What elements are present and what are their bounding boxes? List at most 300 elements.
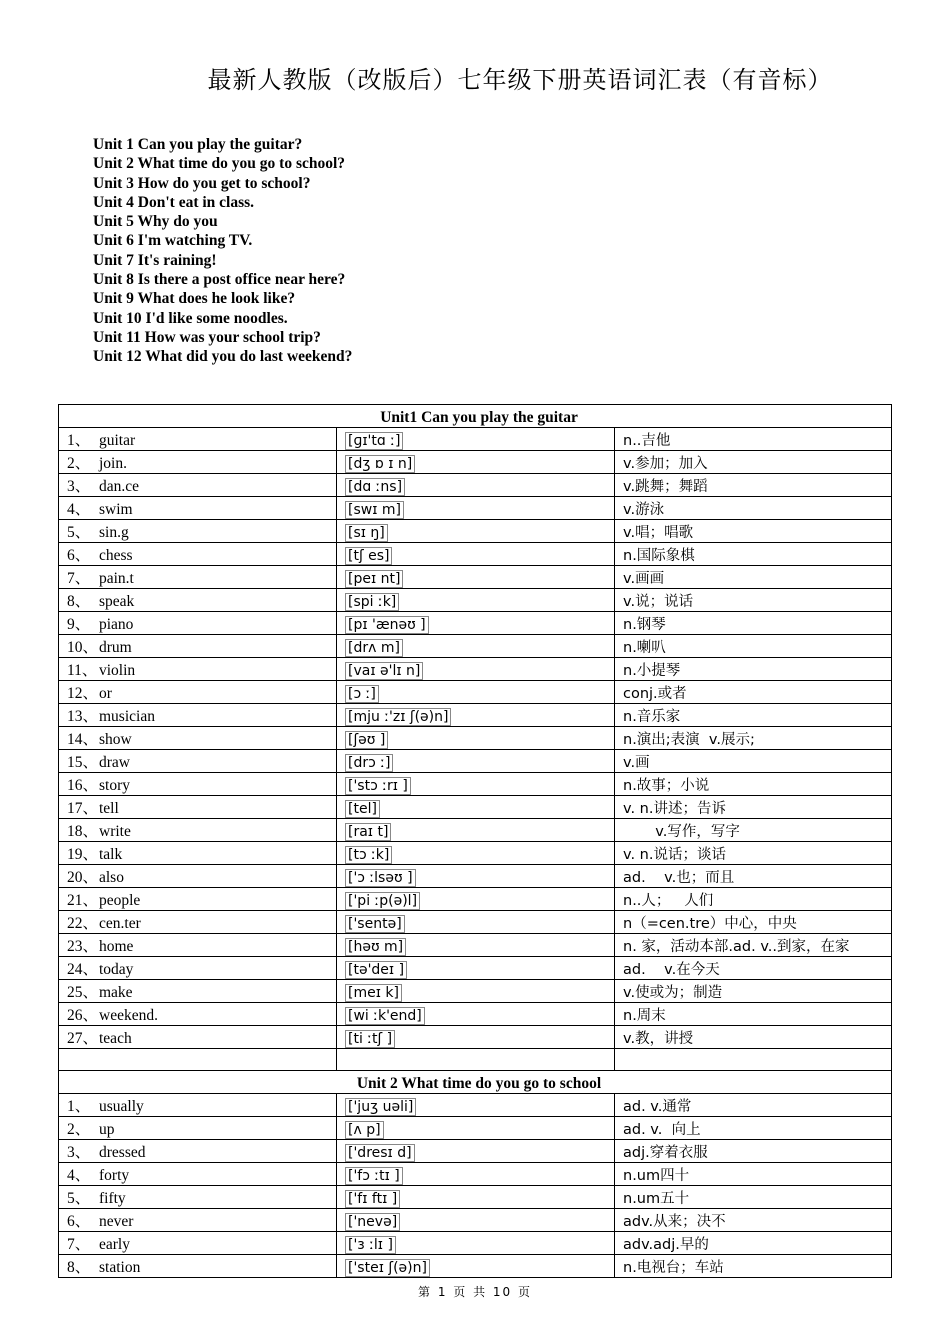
phonetic-text: ['juʒ uəli] bbox=[345, 1098, 416, 1116]
phonetic-text: [tɔ ːk] bbox=[345, 846, 392, 864]
phonetic-text: [ʌ p] bbox=[345, 1121, 384, 1139]
word-text: up bbox=[99, 1120, 115, 1138]
word-cell bbox=[59, 910, 337, 933]
meaning-text: n..吉他 bbox=[623, 432, 671, 449]
word-cell bbox=[59, 473, 337, 496]
meaning-cell bbox=[615, 1254, 892, 1277]
phonetic-text: ['pi ːp(ə)l] bbox=[345, 892, 420, 910]
word-number: 7、 bbox=[67, 1235, 91, 1253]
table-row bbox=[59, 726, 892, 749]
page-footer: 第 1 页 共 10 页 bbox=[418, 1285, 532, 1299]
word-number: 5、 bbox=[67, 1189, 91, 1207]
table-row bbox=[59, 910, 892, 933]
word-cell bbox=[59, 703, 337, 726]
meaning-text: v.使或为；制造 bbox=[623, 984, 723, 1001]
table-row bbox=[59, 1231, 892, 1254]
meaning-cell bbox=[615, 726, 892, 749]
phonetic-text: ['nevə] bbox=[345, 1213, 400, 1231]
word-text: home bbox=[99, 937, 134, 955]
word-number: 13、 bbox=[67, 707, 99, 725]
word-cell bbox=[59, 841, 337, 864]
word-number: 4、 bbox=[67, 1166, 91, 1184]
word-number: 19、 bbox=[67, 845, 99, 863]
word-cell bbox=[59, 519, 337, 542]
word-text: drum bbox=[99, 638, 132, 656]
meaning-cell bbox=[615, 864, 892, 887]
meaning-text: v.教，讲授 bbox=[623, 1030, 694, 1047]
table-row bbox=[59, 979, 892, 1002]
word-cell bbox=[59, 1116, 337, 1139]
word-number: 6、 bbox=[67, 546, 91, 564]
unit-list-item: Unit 11 How was your school trip? bbox=[93, 328, 321, 346]
word-text: pain.t bbox=[99, 569, 134, 587]
word-text: swim bbox=[99, 500, 133, 518]
meaning-text: v.画 bbox=[623, 754, 650, 771]
word-number: 21、 bbox=[67, 891, 99, 909]
table-row bbox=[59, 1002, 892, 1025]
word-cell bbox=[59, 818, 337, 841]
meaning-text: v.画画 bbox=[623, 570, 665, 587]
word-text: today bbox=[99, 960, 134, 978]
meaning-text: adj.穿着衣服 bbox=[623, 1144, 708, 1161]
unit-list-item: Unit 7 It's raining! bbox=[93, 251, 217, 269]
word-text: weekend. bbox=[99, 1006, 158, 1024]
word-number: 4、 bbox=[67, 500, 91, 518]
word-number: 9、 bbox=[67, 615, 91, 633]
word-cell bbox=[59, 611, 337, 634]
table-row bbox=[59, 542, 892, 565]
phonetic-text: ['fɔ ːtɪ ] bbox=[345, 1167, 403, 1185]
page-title: 最新人教版（改版后）七年级下册英语词汇表（有音标） bbox=[207, 66, 833, 94]
meaning-cell bbox=[615, 749, 892, 772]
phonetic-text: [ti ːtʃ ] bbox=[345, 1030, 395, 1048]
phonetic-cell bbox=[337, 657, 615, 680]
table-row bbox=[59, 496, 892, 519]
phonetic-cell bbox=[337, 565, 615, 588]
word-cell bbox=[59, 1139, 337, 1162]
table-row bbox=[59, 565, 892, 588]
section-heading: Unit1 Can you play the guitar bbox=[59, 405, 892, 428]
phonetic-cell bbox=[337, 772, 615, 795]
table-row bbox=[59, 1116, 892, 1139]
word-text: chess bbox=[99, 546, 133, 564]
table-row bbox=[59, 611, 892, 634]
empty-cell bbox=[615, 1048, 892, 1071]
phonetic-text: [tʃ es] bbox=[345, 547, 392, 565]
meaning-cell bbox=[615, 542, 892, 565]
word-text: guitar bbox=[99, 431, 136, 449]
meaning-text: adv.从来；决不 bbox=[623, 1213, 726, 1230]
word-cell bbox=[59, 1025, 337, 1048]
meaning-text: ad. v.也；而且 bbox=[623, 869, 735, 886]
phonetic-cell bbox=[337, 1093, 615, 1116]
word-cell bbox=[59, 1185, 337, 1208]
word-text: show bbox=[99, 730, 132, 748]
meaning-text: v.写作，写字 bbox=[623, 823, 740, 840]
table-row bbox=[59, 1093, 892, 1116]
meaning-text: n.故事；小说 bbox=[623, 777, 710, 794]
meaning-cell bbox=[615, 1231, 892, 1254]
table-row bbox=[59, 427, 892, 450]
word-number: 8、 bbox=[67, 592, 91, 610]
phonetic-cell bbox=[337, 1025, 615, 1048]
table-row bbox=[59, 519, 892, 542]
meaning-cell bbox=[615, 703, 892, 726]
phonetic-text: [meɪ k] bbox=[345, 984, 402, 1002]
phonetic-text: ['ɜ ːlɪ ] bbox=[345, 1236, 396, 1254]
table-row bbox=[59, 864, 892, 887]
table-row bbox=[59, 1025, 892, 1048]
meaning-text: n..人； 人们 bbox=[623, 892, 714, 909]
meaning-text: v.参加；加入 bbox=[623, 455, 708, 472]
phonetic-text: [swɪ m] bbox=[345, 501, 404, 519]
meaning-cell bbox=[615, 772, 892, 795]
phonetic-text: [spi ːk] bbox=[345, 593, 399, 611]
phonetic-cell bbox=[337, 1231, 615, 1254]
word-text: speak bbox=[99, 592, 135, 610]
word-cell bbox=[59, 634, 337, 657]
phonetic-text: [vaɪ ə'lɪ n] bbox=[345, 662, 423, 680]
unit-list-item: Unit 6 I'm watching TV. bbox=[93, 232, 253, 250]
word-text: dressed bbox=[99, 1143, 146, 1161]
word-cell bbox=[59, 933, 337, 956]
phonetic-text: ['ɔ ːlsəʊ ] bbox=[345, 869, 416, 887]
empty-cell bbox=[337, 1048, 615, 1071]
phonetic-text: ['stɔ ːrɪ ] bbox=[345, 777, 411, 795]
word-cell bbox=[59, 588, 337, 611]
meaning-text: n（=cen.tre）中心，中央 bbox=[623, 915, 797, 932]
meaning-text: n.国际象棋 bbox=[623, 547, 695, 564]
phonetic-text: [drɔ ː] bbox=[345, 754, 393, 772]
phonetic-text: [tə'deɪ ] bbox=[345, 961, 407, 979]
meaning-text: n.演出;表演 v.展示; bbox=[623, 731, 755, 748]
meaning-text: conj.或者 bbox=[623, 685, 687, 702]
phonetic-text: [dɑ ːns] bbox=[345, 478, 405, 496]
word-number: 20、 bbox=[67, 868, 99, 886]
phonetic-text: [tel] bbox=[345, 800, 380, 818]
word-number: 14、 bbox=[67, 730, 99, 748]
word-text: draw bbox=[99, 753, 130, 771]
phonetic-cell bbox=[337, 496, 615, 519]
meaning-text: v. n.说话；谈话 bbox=[623, 846, 726, 863]
phonetic-text: [ɡɪ'tɑ ː] bbox=[345, 432, 403, 450]
word-cell bbox=[59, 887, 337, 910]
meaning-text: ad. v. 向上 bbox=[623, 1121, 701, 1138]
meaning-cell bbox=[615, 910, 892, 933]
phonetic-cell bbox=[337, 634, 615, 657]
meaning-cell bbox=[615, 565, 892, 588]
unit-list-item: Unit 10 I'd like some noodles. bbox=[93, 309, 288, 327]
meaning-cell bbox=[615, 1025, 892, 1048]
word-cell bbox=[59, 450, 337, 473]
word-number: 8、 bbox=[67, 1258, 91, 1276]
phonetic-cell bbox=[337, 979, 615, 1002]
word-number: 10、 bbox=[67, 638, 99, 656]
meaning-text: v.游泳 bbox=[623, 501, 665, 518]
phonetic-cell bbox=[337, 588, 615, 611]
table-row bbox=[59, 450, 892, 473]
table-row bbox=[59, 933, 892, 956]
meaning-text: n.小提琴 bbox=[623, 662, 681, 679]
word-cell bbox=[59, 979, 337, 1002]
word-number: 2、 bbox=[67, 1120, 91, 1138]
phonetic-text: [raɪ t] bbox=[345, 823, 391, 841]
meaning-text: n.um五十 bbox=[623, 1190, 690, 1207]
meaning-cell bbox=[615, 979, 892, 1002]
phonetic-cell bbox=[337, 1116, 615, 1139]
phonetic-cell bbox=[337, 749, 615, 772]
meaning-text: n.喇叭 bbox=[623, 639, 666, 656]
word-cell bbox=[59, 542, 337, 565]
unit-list-item: Unit 5 Why do you bbox=[93, 213, 218, 231]
meaning-cell bbox=[615, 1139, 892, 1162]
meaning-cell bbox=[615, 519, 892, 542]
phonetic-cell bbox=[337, 818, 615, 841]
phonetic-cell bbox=[337, 542, 615, 565]
meaning-cell bbox=[615, 1162, 892, 1185]
phonetic-cell bbox=[337, 450, 615, 473]
word-cell bbox=[59, 772, 337, 795]
word-cell bbox=[59, 1208, 337, 1231]
table-row bbox=[59, 818, 892, 841]
table-row bbox=[59, 772, 892, 795]
phonetic-text: [ʃəʊ ] bbox=[345, 731, 388, 749]
word-number: 11、 bbox=[67, 661, 98, 679]
phonetic-text: [dʒ ɒ ɪ n] bbox=[345, 455, 415, 473]
meaning-cell bbox=[615, 1185, 892, 1208]
meaning-text: n.电视台；车站 bbox=[623, 1259, 724, 1276]
meaning-text: ad. v.通常 bbox=[623, 1098, 692, 1115]
phonetic-cell bbox=[337, 1254, 615, 1277]
section-header-row bbox=[59, 405, 892, 428]
word-text: piano bbox=[99, 615, 134, 633]
word-number: 12、 bbox=[67, 684, 99, 702]
word-cell bbox=[59, 427, 337, 450]
phonetic-cell bbox=[337, 956, 615, 979]
word-cell bbox=[59, 795, 337, 818]
word-text: dan.ce bbox=[99, 477, 140, 495]
phonetic-cell bbox=[337, 1139, 615, 1162]
word-text: sin.g bbox=[99, 523, 129, 541]
word-number: 3、 bbox=[67, 477, 91, 495]
meaning-cell bbox=[615, 657, 892, 680]
word-text: never bbox=[99, 1212, 134, 1230]
phonetic-cell bbox=[337, 726, 615, 749]
word-cell bbox=[59, 680, 337, 703]
word-number: 23、 bbox=[67, 937, 99, 955]
word-text: talk bbox=[99, 845, 123, 863]
vocabulary-table bbox=[58, 404, 892, 1278]
word-text: make bbox=[99, 983, 133, 1001]
word-text: usually bbox=[99, 1097, 144, 1115]
word-cell bbox=[59, 1002, 337, 1025]
word-text: early bbox=[99, 1235, 130, 1253]
phonetic-text: ['steɪ ʃ(ə)n] bbox=[345, 1259, 430, 1277]
unit-list-item: Unit 12 What did you do last weekend? bbox=[93, 348, 353, 366]
word-cell bbox=[59, 1162, 337, 1185]
word-text: cen.ter bbox=[99, 914, 141, 932]
word-number: 7、 bbox=[67, 569, 91, 587]
phonetic-cell bbox=[337, 933, 615, 956]
table-row bbox=[59, 1208, 892, 1231]
meaning-cell bbox=[615, 680, 892, 703]
meaning-text: n.um四十 bbox=[623, 1167, 690, 1184]
word-cell bbox=[59, 726, 337, 749]
phonetic-text: ['dresɪ d] bbox=[345, 1144, 415, 1162]
phonetic-text: [wi ːk'end] bbox=[345, 1007, 425, 1025]
unit-list-item: Unit 1 Can you play the guitar? bbox=[93, 136, 303, 153]
word-text: teach bbox=[99, 1029, 132, 1047]
meaning-cell bbox=[615, 1093, 892, 1116]
meaning-cell bbox=[615, 933, 892, 956]
meaning-text: n. 家，活动本部.ad. v..到家，在家 bbox=[623, 938, 850, 955]
word-number: 16、 bbox=[67, 776, 99, 794]
table-row bbox=[59, 634, 892, 657]
phonetic-cell bbox=[337, 795, 615, 818]
meaning-text: n.音乐家 bbox=[623, 708, 681, 725]
word-cell bbox=[59, 749, 337, 772]
table-row bbox=[59, 1254, 892, 1277]
word-text: violin bbox=[99, 661, 136, 679]
meaning-text: v.唱；唱歌 bbox=[623, 524, 694, 541]
table-row bbox=[59, 956, 892, 979]
meaning-cell bbox=[615, 427, 892, 450]
meaning-text: ad. v.在今天 bbox=[623, 961, 720, 978]
word-cell bbox=[59, 1254, 337, 1277]
word-text: forty bbox=[99, 1166, 130, 1184]
word-cell bbox=[59, 496, 337, 519]
unit-list-item: Unit 3 How do you get to school? bbox=[93, 174, 311, 192]
word-text: musician bbox=[99, 707, 155, 725]
word-text: story bbox=[99, 776, 130, 794]
phonetic-cell bbox=[337, 680, 615, 703]
table-row bbox=[59, 1185, 892, 1208]
meaning-cell bbox=[615, 634, 892, 657]
word-cell bbox=[59, 657, 337, 680]
word-cell bbox=[59, 864, 337, 887]
phonetic-cell bbox=[337, 1002, 615, 1025]
table-row bbox=[59, 1162, 892, 1185]
table-row bbox=[59, 749, 892, 772]
word-number: 1、 bbox=[67, 1097, 91, 1115]
table-row bbox=[59, 795, 892, 818]
meaning-cell bbox=[615, 841, 892, 864]
word-text: write bbox=[99, 822, 131, 840]
phonetic-text: [həʊ m] bbox=[345, 938, 406, 956]
meaning-cell bbox=[615, 1208, 892, 1231]
phonetic-cell bbox=[337, 841, 615, 864]
section-heading: Unit 2 What time do you go to school bbox=[59, 1071, 892, 1094]
table-row bbox=[59, 1139, 892, 1162]
word-number: 15、 bbox=[67, 753, 99, 771]
table-row-empty bbox=[59, 1048, 892, 1071]
phonetic-cell bbox=[337, 1185, 615, 1208]
phonetic-cell bbox=[337, 1208, 615, 1231]
phonetic-cell bbox=[337, 427, 615, 450]
unit-list-item: Unit 8 Is there a post office near here? bbox=[93, 271, 346, 289]
phonetic-text: ['fɪ ftɪ ] bbox=[345, 1190, 400, 1208]
word-text: also bbox=[99, 868, 124, 886]
meaning-cell bbox=[615, 588, 892, 611]
meaning-text: n.钢琴 bbox=[623, 616, 666, 633]
meaning-text: v.跳舞；舞蹈 bbox=[623, 478, 708, 495]
word-cell bbox=[59, 565, 337, 588]
phonetic-cell bbox=[337, 887, 615, 910]
table-row bbox=[59, 473, 892, 496]
word-number: 26、 bbox=[67, 1006, 99, 1024]
word-number: 5、 bbox=[67, 523, 91, 541]
word-number: 3、 bbox=[67, 1143, 91, 1161]
meaning-text: v. n.讲述；告诉 bbox=[623, 800, 726, 817]
phonetic-cell bbox=[337, 611, 615, 634]
word-number: 24、 bbox=[67, 960, 99, 978]
word-text: station bbox=[99, 1258, 141, 1276]
word-text: tell bbox=[99, 799, 119, 817]
word-number: 25、 bbox=[67, 983, 99, 1001]
phonetic-cell bbox=[337, 1162, 615, 1185]
table-row bbox=[59, 703, 892, 726]
phonetic-text: [pɪ 'ænəʊ ] bbox=[345, 616, 429, 634]
phonetic-text: [ɔ ː] bbox=[345, 685, 379, 703]
word-number: 6、 bbox=[67, 1212, 91, 1230]
table-row bbox=[59, 887, 892, 910]
meaning-cell bbox=[615, 956, 892, 979]
table-row bbox=[59, 680, 892, 703]
meaning-cell bbox=[615, 496, 892, 519]
word-number: 2、 bbox=[67, 454, 91, 472]
phonetic-text: [drʌ m] bbox=[345, 639, 403, 657]
phonetic-cell bbox=[337, 473, 615, 496]
word-number: 22、 bbox=[67, 914, 99, 932]
meaning-text: v.说；说话 bbox=[623, 593, 694, 610]
meaning-text: n.周末 bbox=[623, 1007, 666, 1024]
empty-cell bbox=[59, 1048, 337, 1071]
table-row bbox=[59, 841, 892, 864]
phonetic-cell bbox=[337, 519, 615, 542]
meaning-cell bbox=[615, 887, 892, 910]
meaning-cell bbox=[615, 450, 892, 473]
word-cell bbox=[59, 1231, 337, 1254]
section-header-row bbox=[59, 1071, 892, 1094]
meaning-cell bbox=[615, 473, 892, 496]
table-row bbox=[59, 657, 892, 680]
unit-list-item: Unit 9 What does he look like? bbox=[93, 290, 296, 308]
word-number: 27、 bbox=[67, 1029, 99, 1047]
word-number: 1、 bbox=[67, 431, 91, 449]
meaning-cell bbox=[615, 795, 892, 818]
word-text: fifty bbox=[99, 1189, 126, 1207]
unit-list-item: Unit 2 What time do you go to school? bbox=[93, 155, 346, 173]
unit-list bbox=[93, 135, 352, 367]
meaning-text: adv.adj.早的 bbox=[623, 1236, 709, 1253]
word-text: people bbox=[99, 891, 141, 909]
phonetic-text: [mju ː'zɪ ʃ(ə)n] bbox=[345, 708, 451, 726]
meaning-cell bbox=[615, 818, 892, 841]
table-row bbox=[59, 588, 892, 611]
word-number: 17、 bbox=[67, 799, 99, 817]
unit-list-item: Unit 4 Don't eat in class. bbox=[93, 193, 255, 211]
meaning-cell bbox=[615, 611, 892, 634]
phonetic-cell bbox=[337, 864, 615, 887]
word-cell bbox=[59, 1093, 337, 1116]
word-number: 18、 bbox=[67, 822, 99, 840]
meaning-cell bbox=[615, 1002, 892, 1025]
phonetic-text: ['sentə] bbox=[345, 915, 405, 933]
phonetic-text: [peɪ nt] bbox=[345, 570, 403, 588]
word-cell bbox=[59, 956, 337, 979]
word-text: or bbox=[99, 684, 112, 702]
word-text: join. bbox=[99, 454, 127, 472]
